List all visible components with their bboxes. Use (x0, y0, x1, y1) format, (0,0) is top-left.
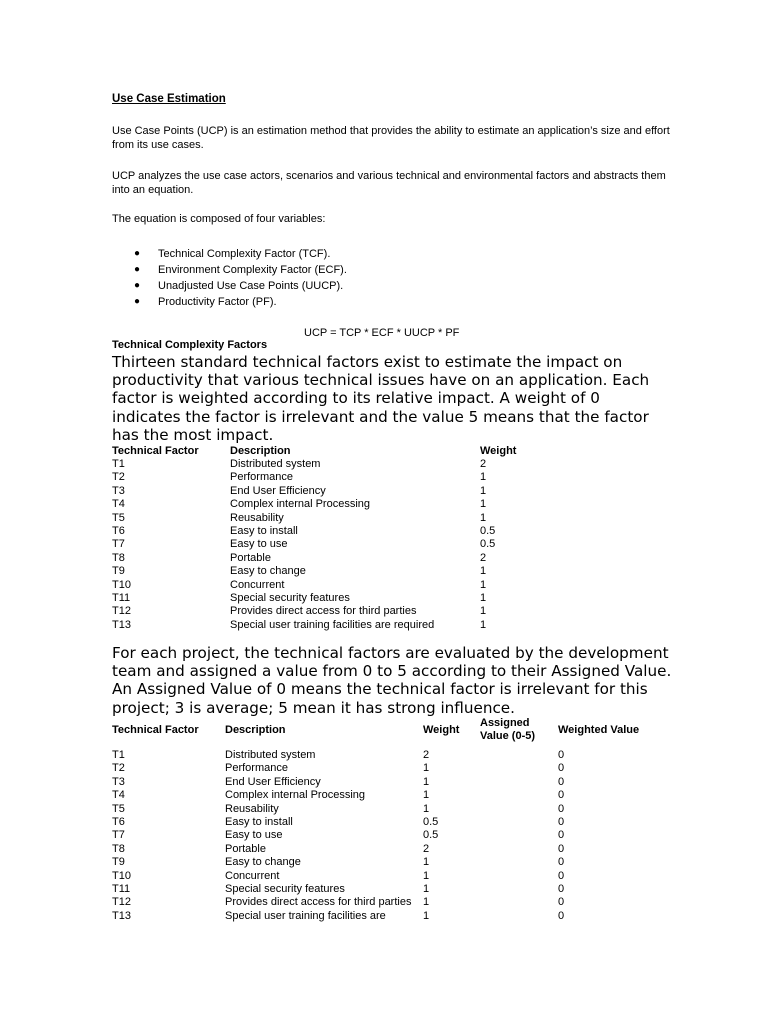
description-cell: Performance (230, 471, 293, 484)
table-row (112, 829, 658, 842)
intro-paragraph-3: The equation is composed of four variables: (112, 213, 326, 225)
weight-cell: 2 (480, 458, 487, 470)
column-header: Technical Factor (112, 445, 199, 457)
assigned-value-cell (480, 749, 558, 762)
factor-cell: T3 (112, 484, 125, 497)
table-row (112, 498, 560, 511)
weighted-value-cell: 0 (558, 789, 565, 802)
assigned-value-cell (480, 883, 558, 896)
weight-cell: 1 (423, 856, 430, 869)
assigned-value-cell (480, 896, 558, 909)
weight-cell: 0.5 (480, 538, 496, 551)
list-item-text: Technical Complexity Factor (TCF). (158, 248, 331, 260)
list-item-text: Productivity Factor (PF). (158, 296, 277, 308)
assigned-value-cell (480, 870, 558, 883)
weight-cell: 1 (480, 565, 487, 578)
weighted-value-cell: 0 (558, 856, 565, 869)
bullet-icon: ● (134, 280, 141, 291)
weight-cell: 1 (423, 789, 430, 802)
weight-cell: 2 (423, 749, 430, 761)
description-cell: Special security features (225, 883, 345, 896)
weight-cell: 1 (423, 909, 430, 922)
weight-cell: 2 (480, 551, 487, 564)
assigned-value-cell (480, 789, 558, 802)
weight-cell: 2 (423, 842, 430, 855)
intro-paragraph-1: Use Case Points (UCP) is an estimation method that provides the ability to estimate an application’s size and effort from its use cases. (112, 125, 670, 151)
column-header: Technical Factor (112, 723, 199, 736)
table-header-row (112, 716, 658, 749)
column-header: Weight (423, 723, 460, 736)
list-item (112, 246, 347, 262)
factor-cell: T2 (112, 762, 125, 775)
description-cell: Distributed system (230, 458, 321, 470)
list-item-text: Unadjusted Use Case Points (UUCP). (158, 280, 344, 292)
table-row (112, 458, 560, 471)
list-item-text: Environment Complexity Factor (ECF). (158, 264, 347, 276)
factor-cell: T1 (112, 458, 125, 470)
weight-cell: 1 (423, 883, 430, 896)
factor-cell: T10 (112, 869, 131, 882)
description-cell: Easy to use (225, 829, 283, 842)
weight-cell: 1 (480, 605, 487, 618)
weighted-value-cell: 0 (558, 802, 565, 815)
table-row (112, 856, 658, 869)
table-row (112, 565, 560, 578)
column-header: Description (225, 723, 286, 736)
bullet-icon: ● (134, 264, 141, 275)
table-row (112, 592, 560, 605)
assigned-value-cell (480, 762, 558, 775)
weighted-value-cell: 0 (558, 869, 565, 882)
weight-cell: 1 (480, 471, 487, 484)
column-header: Weight (480, 445, 517, 457)
description-cell: Easy to use (230, 538, 288, 551)
assigned-value-cell (480, 816, 558, 829)
description-cell: Easy to change (230, 565, 306, 578)
factor-cell: T13 (112, 618, 131, 631)
description-cell: Portable (225, 842, 266, 855)
factor-cell: T5 (112, 511, 125, 524)
table-row (112, 843, 658, 856)
weight-cell: 1 (480, 618, 487, 631)
factor-cell: T1 (112, 749, 125, 761)
table-row (112, 471, 560, 484)
factor-cell: T3 (112, 775, 125, 788)
assigned-value-cell (480, 843, 558, 856)
technical-factors-table (112, 445, 560, 632)
factor-cell: T9 (112, 565, 125, 578)
factor-cell: T5 (112, 802, 125, 815)
table-row (112, 870, 658, 883)
description-cell: Portable (230, 551, 271, 564)
factor-cell: T12 (112, 896, 131, 909)
column-header: Description (230, 445, 291, 457)
description-cell: Special security features (230, 592, 350, 605)
weight-cell: 1 (423, 802, 430, 815)
weight-cell: 1 (423, 869, 430, 882)
table-row (112, 776, 658, 789)
weight-cell: 0.5 (480, 525, 496, 538)
factor-cell: T11 (112, 883, 131, 896)
bullet-icon: ● (134, 248, 141, 259)
factor-cell: T7 (112, 538, 125, 551)
factor-cell: T4 (112, 498, 125, 511)
assigned-value-cell (480, 829, 558, 842)
factor-cell: T11 (112, 592, 131, 605)
weighted-value-cell: 0 (558, 762, 565, 775)
technical-factors-paragraph: Thirteen standard technical factors exist to estimate the impact on productivity that various technical issues have on an application. Each factor is weighted according to its relative impact. A weight of 0 indicates the factor is irrelevant and the value 5 means that the factor has the most impact. (112, 353, 650, 444)
description-cell: Easy to install (230, 525, 298, 538)
factor-cell: T10 (112, 578, 131, 591)
weight-cell: 1 (423, 762, 430, 775)
table-row (112, 552, 560, 565)
factor-cell: T6 (112, 525, 125, 538)
description-cell: Complex internal Processing (230, 498, 371, 511)
description-cell: Special user training facilities are required (230, 618, 435, 631)
weight-cell: 1 (423, 896, 430, 909)
weight-cell: 1 (480, 498, 487, 511)
table-row (112, 883, 658, 896)
weight-cell: 1 (480, 592, 487, 605)
weighted-value-cell: 0 (558, 883, 565, 896)
document-title: Use Case Estimation (112, 93, 226, 105)
list-item (112, 262, 347, 278)
weighted-value-cell: 0 (558, 816, 565, 829)
assigned-value-cell (480, 856, 558, 869)
ucp-equation: UCP = TCP * ECF * UUCP * PF (304, 327, 460, 339)
weight-cell: 1 (423, 775, 430, 788)
description-cell: Distributed system (225, 749, 316, 761)
intro-paragraph-2: UCP analyzes the use case actors, scenarios and various technical and environmental factors and abstracts them into an equation. (112, 170, 666, 196)
description-cell: Reusability (230, 511, 284, 524)
description-cell: Easy to change (225, 856, 301, 869)
weighted-value-cell: 0 (558, 829, 565, 842)
factor-cell: T9 (112, 856, 125, 869)
weighted-value-cell: 0 (558, 842, 565, 855)
weighted-value-cell: 0 (558, 909, 565, 922)
table-row (112, 896, 658, 909)
factor-cell: T12 (112, 605, 131, 618)
description-cell: Provides direct access for third parties (225, 896, 412, 909)
table-row (112, 749, 658, 762)
list-item (112, 278, 347, 294)
description-cell: Concurrent (230, 578, 285, 591)
weighted-factors-table (112, 716, 658, 923)
table-row (112, 910, 658, 923)
variables-list (112, 246, 347, 310)
description-cell: Provides direct access for third parties (230, 605, 417, 618)
assigned-value-cell (480, 776, 558, 789)
table-row (112, 512, 560, 525)
list-item (112, 294, 347, 310)
table-row (112, 762, 658, 775)
table-row (112, 579, 560, 592)
table-row (112, 525, 560, 538)
table-row (112, 485, 560, 498)
section-heading: Technical Complexity Factors (112, 339, 268, 351)
weighted-value-cell: 0 (558, 896, 565, 909)
table-header-row (112, 445, 560, 458)
factor-cell: T7 (112, 829, 125, 842)
description-cell: End User Efficiency (225, 775, 321, 788)
table-row (112, 803, 658, 816)
factor-cell: T4 (112, 789, 125, 802)
factor-cell: T13 (112, 909, 131, 922)
assigned-value-cell (480, 803, 558, 816)
description-cell: End User Efficiency (230, 484, 326, 497)
factor-cell: T6 (112, 816, 125, 829)
weight-cell: 1 (480, 484, 487, 497)
table-row (112, 816, 658, 829)
table-row (112, 605, 560, 618)
weight-cell: 1 (480, 511, 487, 524)
weighted-value-cell: 0 (558, 775, 565, 788)
bullet-icon: ● (134, 296, 141, 307)
weight-cell: 0.5 (423, 816, 439, 829)
assigned-value-cell (480, 910, 558, 923)
weight-cell: 1 (480, 578, 487, 591)
column-header: Assigned Value (0-5) (480, 717, 536, 742)
description-cell: Performance (225, 762, 288, 775)
description-cell: Easy to install (225, 816, 293, 829)
factor-cell: T8 (112, 842, 125, 855)
description-cell: Complex internal Processing (225, 789, 366, 802)
weight-cell: 0.5 (423, 829, 439, 842)
factor-cell: T8 (112, 551, 125, 564)
table-row (112, 619, 560, 632)
factor-cell: T2 (112, 471, 125, 484)
description-cell: Concurrent (225, 869, 280, 882)
assigned-value-paragraph: For each project, the technical factors are evaluated by the development team and assigned a value from 0 to 5 according to their Assigned Value. An Assigned Value of 0 means the technical factor is irrelevant for this project; 3 is average; 5 mean it has strong influence. (112, 644, 672, 717)
table-row (112, 538, 560, 551)
column-header: Weighted Value (558, 723, 640, 736)
table-row (112, 789, 658, 802)
description-cell: Special user training facilities are (225, 909, 386, 922)
weighted-value-cell: 0 (558, 749, 565, 761)
description-cell: Reusability (225, 802, 279, 815)
